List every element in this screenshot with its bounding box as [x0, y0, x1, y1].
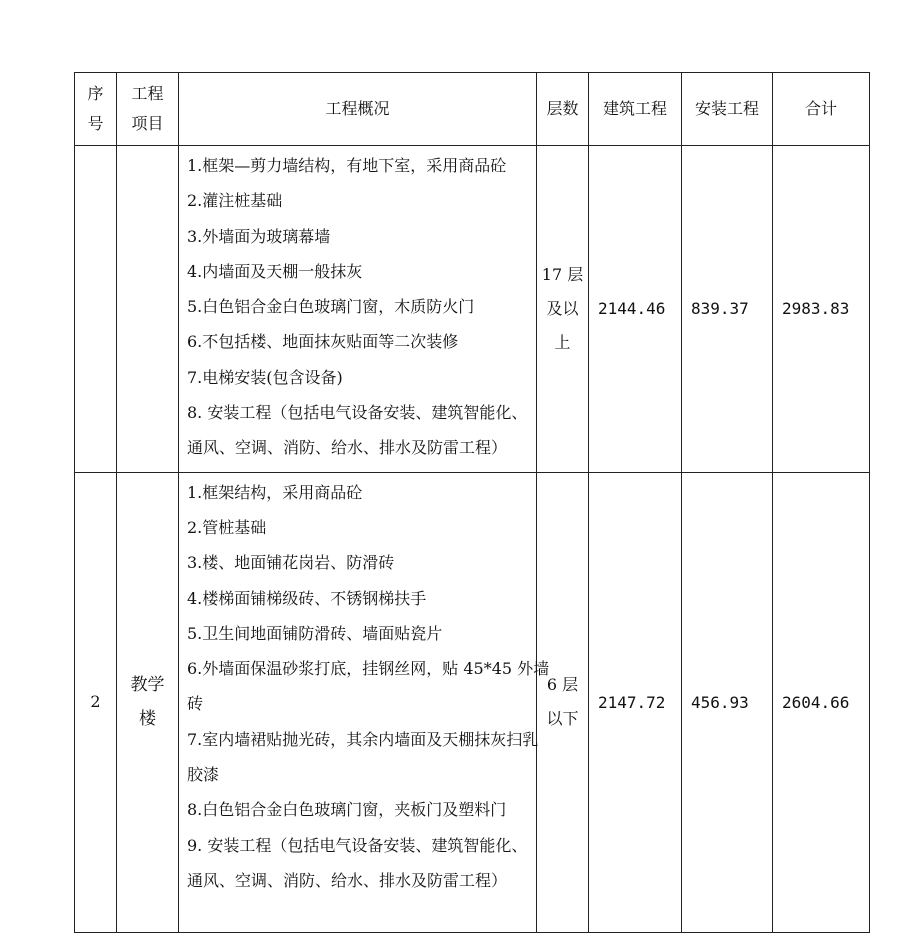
row-total: 2604.66 — [773, 472, 870, 932]
row-project — [117, 472, 179, 932]
header-building-cost: 建筑工程 — [589, 73, 682, 146]
floors-line: 及以 — [546, 298, 579, 318]
header-project-line: 项目 — [131, 114, 164, 133]
row-building-cost: 2144.46 — [589, 146, 682, 473]
header-install-cost: 安装工程 — [682, 73, 773, 146]
overview-line: 胶漆 — [187, 765, 220, 785]
row-building-cost: 2147.72 — [589, 472, 682, 932]
row-floors — [537, 472, 589, 932]
table-row — [75, 472, 870, 932]
overview-line: 9. 安装工程（包括电气设备安装、建筑智能化、 — [187, 835, 528, 855]
header-index — [75, 73, 117, 146]
overview-line: 8.白色铝合金白色玻璃门窗，夹板门及塑料门 — [187, 800, 507, 820]
header-row — [75, 73, 870, 146]
row-index: 2 — [75, 472, 117, 932]
overview-line: 2.灌注桩基础 — [187, 191, 283, 211]
header-floors: 层数 — [537, 73, 589, 146]
row-project — [117, 146, 179, 473]
row-floors — [537, 146, 589, 473]
floors-line: 上 — [554, 332, 571, 352]
overview-line: 6.外墙面保温砂浆打底，挂钢丝网，贴 45*45 外墙 — [187, 659, 550, 679]
overview-line: 1.框架—剪力墙结构，有地下室，采用商品砼 — [187, 156, 507, 175]
row-overview — [179, 472, 550, 932]
overview-line: 3.楼、地面铺花岗岩、防滑砖 — [187, 553, 395, 573]
project-line: 教学 — [130, 675, 165, 696]
overview-line: 3.外墙面为玻璃幕墙 — [187, 226, 331, 246]
overview-line: 4.内墙面及天棚一般抹灰 — [187, 261, 363, 281]
overview-line: 通风、空调、消防、给水、排水及防雷工程） — [187, 438, 508, 458]
overview-line: 6.不包括楼、地面抹灰贴面等二次装修 — [187, 332, 459, 352]
overview-line: 8. 安装工程（包括电气设备安装、建筑智能化、 — [187, 403, 528, 423]
overview-line: 5.卫生间地面铺防滑砖、墙面贴瓷片 — [187, 623, 443, 643]
row-install-cost: 456.93 — [682, 472, 773, 932]
row-install-cost: 839.37 — [682, 146, 773, 473]
overview-line: 7.电梯安装(包含设备) — [187, 367, 343, 387]
floors-line: 17 层 — [541, 264, 584, 284]
header-index-line: 号 — [87, 114, 104, 133]
floors-line: 6 层 — [546, 675, 579, 695]
header-project-line: 工程 — [131, 84, 164, 103]
overview-line: 7.室内墙裙贴抛光砖，其余内墙面及天棚抹灰扫乳 — [187, 729, 539, 749]
overview-line: 通风、空调、消防、给水、排水及防雷工程） — [187, 870, 508, 890]
overview-line: 砖 — [187, 694, 204, 714]
row-index — [75, 146, 117, 473]
overview-line: 5.白色铝合金白色玻璃门窗，木质防火门 — [187, 297, 475, 317]
row-overview — [179, 146, 537, 473]
overview-line: 4.楼梯面铺梯级砖、不锈钢梯扶手 — [187, 588, 427, 608]
floors-line: 以下 — [546, 709, 579, 729]
header-index-line: 序 — [87, 84, 104, 103]
header-project — [117, 73, 179, 146]
header-overview: 工程概况 — [179, 73, 537, 146]
project-line: 楼 — [139, 709, 156, 730]
table-row — [75, 146, 870, 473]
overview-line: 1.框架结构，采用商品砼 — [187, 482, 363, 502]
overview-line: 2.管桩基础 — [187, 517, 267, 537]
header-total: 合计 — [773, 73, 870, 146]
row-total: 2983.83 — [773, 146, 870, 473]
cost-table — [74, 72, 870, 933]
